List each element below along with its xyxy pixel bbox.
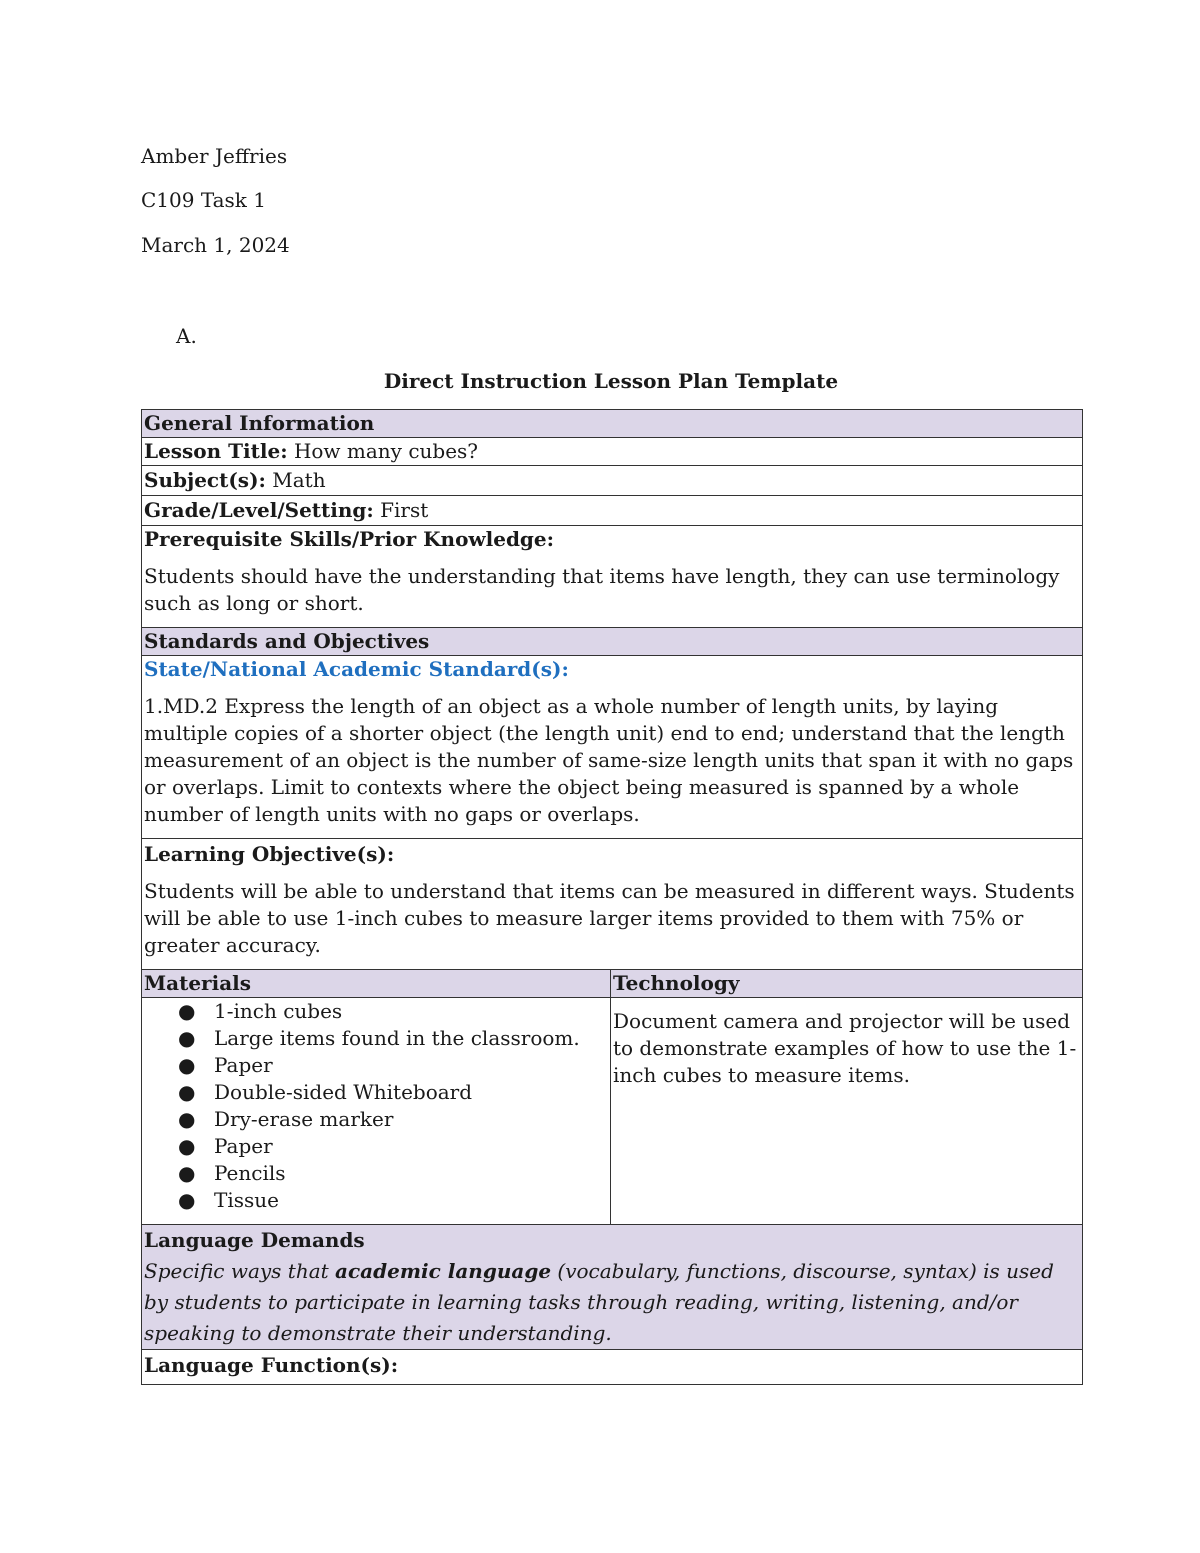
subject-row [142, 466, 1083, 496]
standards-heading: Standards and Objectives [142, 628, 1083, 656]
bullet-icon: ● [178, 1188, 196, 1212]
technology-cell [611, 998, 1083, 1225]
list-item: ● Double-sided Whiteboard [178, 1080, 473, 1104]
prereq-cell [142, 526, 1083, 628]
lesson-title-row [142, 438, 1083, 466]
list-item: ● 1-inch cubes [178, 999, 343, 1023]
lesson-plan-table [141, 409, 1083, 1385]
grade-cell [142, 496, 1083, 526]
objective-row [142, 839, 1083, 970]
lesson-title-cell [142, 438, 1083, 466]
list-item: ● Tissue [178, 1188, 279, 1212]
grade-row [142, 496, 1083, 526]
technology-text: Document camera and projector will be used to demonstrate examples of how to use the 1-inch cubes to measure items. [613, 1009, 1077, 1087]
objective-cell [142, 839, 1083, 970]
standard-label: State/National Academic Standard(s): [144, 657, 569, 681]
document-date: March 1, 2024 [141, 233, 290, 257]
objective-text: Students will be able to understand that items can be measured in different ways. Students will be able to use 1-inch cubes to measure larger items provided to them with 75% or greater accuracy. [144, 879, 1075, 957]
materials-list [144, 998, 608, 1214]
grade-value: First [380, 498, 429, 522]
prereq-text: Students should have the understanding that items have length, they can use terminology such as long or short. [144, 564, 1060, 615]
language-function-row [142, 1350, 1083, 1385]
section-label: A. [176, 324, 197, 348]
technology-heading: Technology [611, 970, 1083, 998]
grade-label: Grade/Level/Setting: [144, 498, 374, 522]
course-task: C109 Task 1 [141, 188, 267, 212]
author-name: Amber Jeffries [141, 144, 288, 168]
list-item: ● Dry-erase marker [178, 1107, 394, 1131]
bullet-icon: ● [178, 1107, 196, 1131]
materials-technology-heading-row [142, 970, 1083, 998]
list-item: ● Paper [178, 1053, 273, 1077]
bullet-icon: ● [178, 1161, 196, 1185]
language-demands-row [142, 1225, 1083, 1350]
language-function-label: Language Function(s): [144, 1353, 399, 1377]
subject-cell [142, 466, 1083, 496]
lesson-title-label: Lesson Title: [144, 439, 288, 463]
general-info-row [142, 410, 1083, 438]
standard-text: 1.MD.2 Express the length of an object as a whole number of length units, by laying multiple copies of a shorter object (the length unit) end to end; understand that the length measurement of an object is the number of same-size length units that span it with no gaps or overlaps. Limit to contexts where the object being measured is spanned by a whole number of length units with no gaps or overlaps. [144, 694, 1074, 826]
list-item: ● Large items found in the classroom. [178, 1026, 580, 1050]
standard-row [142, 656, 1083, 839]
standard-cell [142, 656, 1083, 839]
general-info-heading: General Information [142, 410, 1083, 438]
academic-language-term: academic language [335, 1259, 552, 1283]
lesson-title-value: How many cubes? [293, 439, 479, 463]
bullet-icon: ● [178, 1026, 196, 1050]
materials-heading: Materials [142, 970, 611, 998]
objective-label: Learning Objective(s): [144, 842, 395, 866]
language-demands-heading: Language Demands [144, 1228, 365, 1252]
bullet-icon: ● [178, 1080, 196, 1104]
subject-label: Subject(s): [144, 468, 266, 492]
language-demands-cell [142, 1225, 1083, 1350]
language-demands-text: Specific ways that academic language (vocabulary, functions, discourse, syntax) is used by students to participate in learning tasks through reading, writing, listening, and/or speaking to demonstrate their understanding. [144, 1259, 1054, 1345]
materials-technology-row [142, 998, 1083, 1225]
bullet-icon: ● [178, 1134, 196, 1158]
materials-cell [142, 998, 611, 1225]
bullet-icon: ● [178, 1053, 196, 1077]
page-title: Direct Instruction Lesson Plan Template [383, 369, 839, 393]
prereq-row [142, 526, 1083, 628]
subject-value: Math [272, 468, 326, 492]
standards-heading-row [142, 628, 1083, 656]
prereq-label: Prerequisite Skills/Prior Knowledge: [144, 527, 555, 551]
list-item: ● Paper [178, 1134, 273, 1158]
list-item: ● Pencils [178, 1161, 286, 1185]
bullet-icon: ● [178, 999, 196, 1023]
language-function-cell [142, 1350, 1083, 1385]
